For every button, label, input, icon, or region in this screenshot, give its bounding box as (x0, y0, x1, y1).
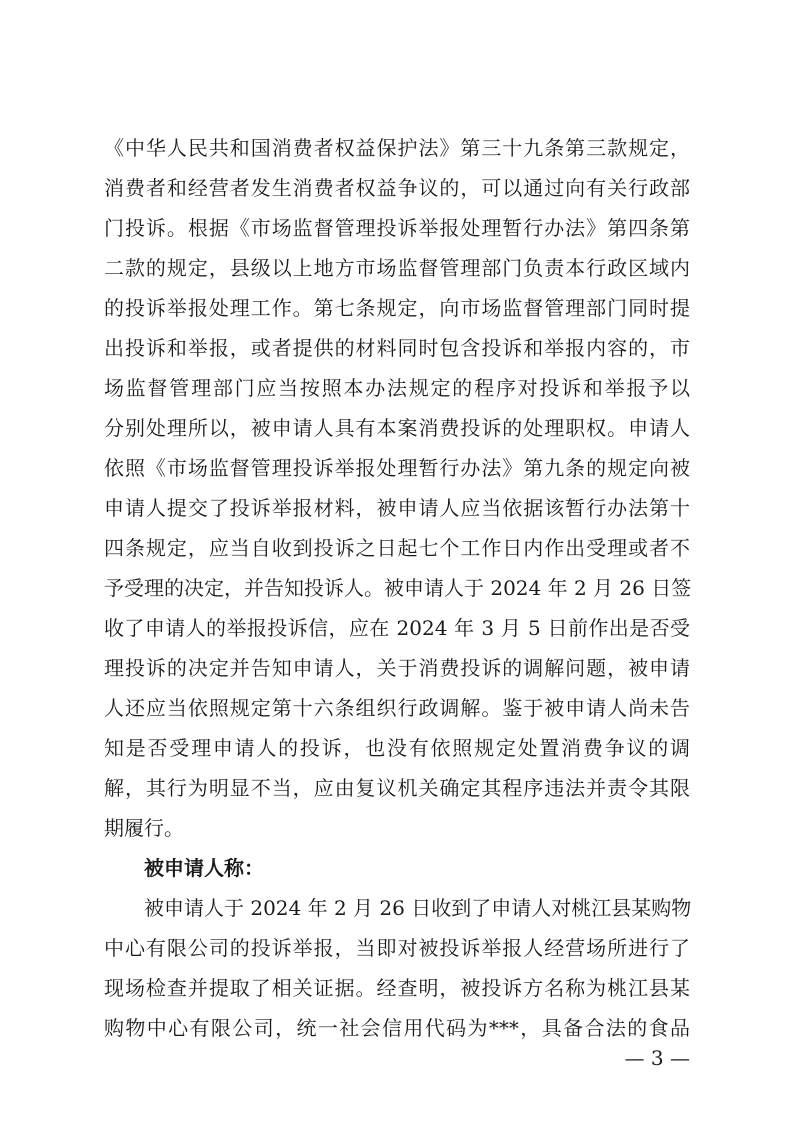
text-line: 理投诉的决定并告知申请人，关于消费投诉的调解问题，被申请 (104, 656, 690, 680)
section-heading: 被申请人称： (144, 856, 264, 880)
text-line: 出投诉和举报，或者提供的材料同时包含投诉和举报内容的，市 (104, 336, 690, 360)
text-line: 二款的规定，县级以上地方市场监督管理部门负责本行政区域内 (104, 256, 690, 280)
text-line: 申请人提交了投诉举报材料，被申请人应当依据该暂行办法第十 (104, 496, 690, 520)
text-line: 人还应当依照规定第十六条组织行政调解。鉴于被申请人尚未告 (104, 696, 690, 720)
text-line: 门投诉。根据《市场监督管理投诉举报处理暂行办法》第四条第 (104, 216, 690, 240)
page-number: — 3 — (624, 1046, 690, 1070)
text-line: 解，其行为明显不当，应由复议机关确定其程序违法并责令其限 (104, 776, 690, 800)
text-line: 现场检查并提取了相关证据。经查明，被投诉方名称为桃江县某 (104, 976, 690, 1000)
text-line: 收了申请人的举报投诉信，应在 2024 年 3 月 5 日前作出是否受 (104, 616, 690, 640)
text-line: 予受理的决定，并告知投诉人。被申请人于 2024 年 2 月 26 日签 (104, 576, 692, 600)
text-line: 知是否受理申请人的投诉，也没有依照规定处置消费争议的调 (104, 736, 690, 760)
text-line: 四条规定，应当自收到投诉之日起七个工作日内作出受理或者不 (104, 536, 690, 560)
text-line: 期履行。 (104, 816, 184, 840)
text-line: 分别处理所以，被申请人具有本案消费投诉的处理职权。申请人 (104, 416, 690, 440)
text-line: 《中华人民共和国消费者权益保护法》第三十九条第三款规定， (104, 136, 690, 160)
text-line: 购物中心有限公司，统一社会信用代码为***，具备合法的食品 (104, 1016, 690, 1040)
text-line: 中心有限公司的投诉举报，当即对被投诉举报人经营场所进行了 (104, 936, 690, 960)
text-line: 消费者和经营者发生消费者权益争议的，可以通过向有关行政部 (104, 176, 690, 200)
text-line: 场监督管理部门应当按照本办法规定的程序对投诉和举报予以 (104, 376, 690, 400)
text-line: 依照《市场监督管理投诉举报处理暂行办法》第九条的规定向被 (104, 456, 690, 480)
text-line: 的投诉举报处理工作。第七条规定，向市场监督管理部门同时提 (104, 296, 690, 320)
text-line: 被申请人于 2024 年 2 月 26 日收到了申请人对桃江县某购物 (144, 896, 692, 920)
